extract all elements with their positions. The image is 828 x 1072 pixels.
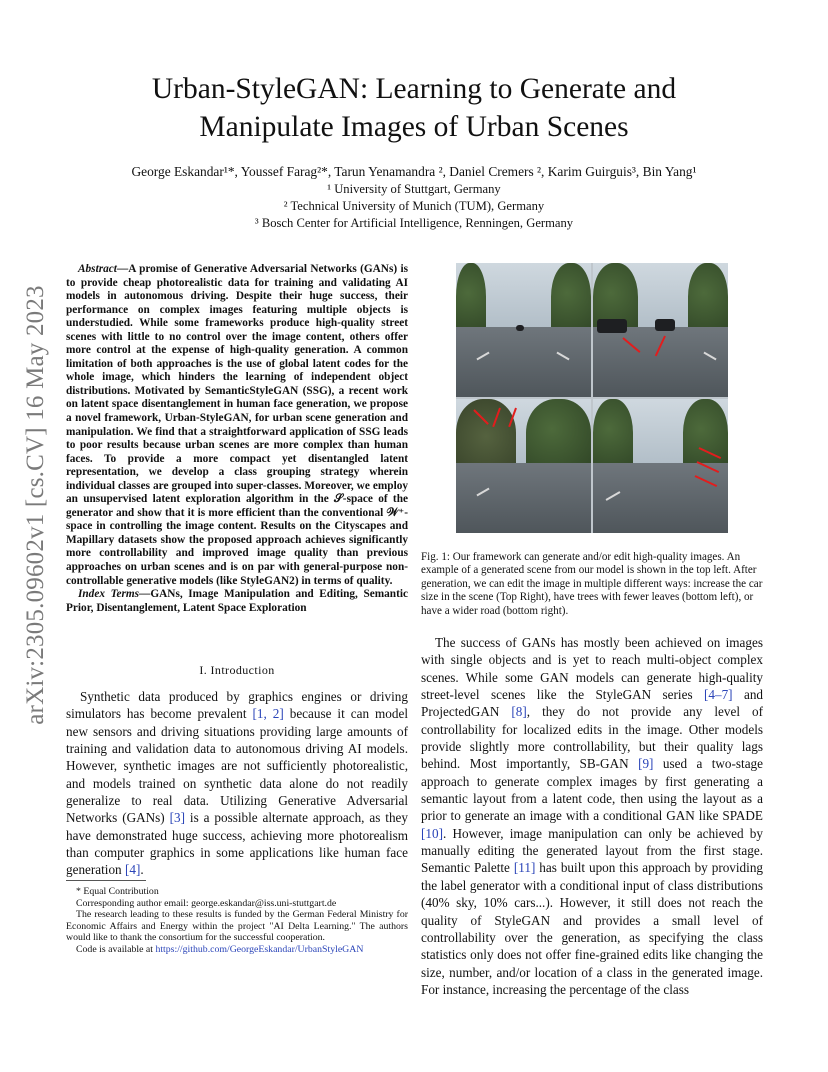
intro-text: Synthetic data produced by graphics engines or driving simulators has become prevalent xyxy=(66,689,408,722)
intro-text: has built upon this approach by providing the label generator with a conditional input of class distributions (40% sky, 10% cars...). However, it still does not reach the quality of StyleGAN and provides a small level of controllability over the generation, as specifying the class statistics only does not offer fine-grained edits like changing the size, number, and/or location of a class in the generated image. For instance, increasing the percentage of the class xyxy=(421,860,764,997)
abstract-text: —A promise of Generative Adversarial Networks (GANs) is to provide cheap photorealistic data for training and validating AI models in autonomous driving. Despite their huge success, their performance on complex images featuring multiple objects is understudied. While some frameworks produce high-quality street scenes with little to no control over the image content, others offer more control at the expense of high-quality generation. A common limitation of both approaches is the use of global latent codes for the whole image, which hinders the learning of independent object distributions. Motivated by SemanticStyleGAN (SSG), a recent work on latent space disentanglement in human face generation, we propose a novel framework, Urban-StyleGAN, for urban scene generation and manipulation. We find that a straightforward application of SSG leads to poor results because urban scenes are more complex than human faces. To provide a more compact yet disentangled latent representation, we develop a class grouping strategy wherein individual classes are grouped into super-classes. Moreover, we employ an unsupervised latent exploration algorithm in the 𝒮-space of the generator and show that it is more efficient than the conventional 𝒲⁺-space in controlling the image content. Results on the Cityscapes and Mapillary datasets show the proposed approach achieves significantly more controllability and improved image quality than previous approaches on urban scenes and is on par with general-purpose non-controllable generative models (like StyleGAN2) in terms of quality. xyxy=(66,263,408,587)
figure-1-image-grid xyxy=(456,263,728,533)
citation-link[interactable]: [3] xyxy=(169,810,185,826)
arxiv-stamp: arXiv:2305.09602v1 [cs.CV] 16 May 2023 xyxy=(22,285,49,725)
intro-text: because it can model new sensors and driving situations providing large amounts of training and validation data to autonomous driving AI models. However, synthetic images are not sufficiently photorealistic, and models trained on synthetic data alone do not readily generalize to real data. Utilizing Generative Adversarial Networks (GANs) xyxy=(66,706,408,826)
citation-link[interactable]: [1, 2] xyxy=(252,706,284,722)
abstract xyxy=(66,263,408,615)
author-list: George Eskandar¹*, Youssef Farag²*, Tarun Yenamandra ², Daniel Cremers ², Karim Guirguis³, Bin Yang¹ xyxy=(131,164,697,179)
intro-text: , they do not provide any level of controllability for localized edits in the image. Other models provide slightly more controllability, but their quality lags behind. Most importantly, SB-GAN xyxy=(421,704,763,772)
citation-link[interactable]: [11] xyxy=(513,860,536,876)
index-terms-label: Index Terms xyxy=(78,588,140,601)
abstract-label: Abstract xyxy=(78,263,117,275)
citation-link[interactable]: [8] xyxy=(511,704,527,720)
intro-right-column xyxy=(421,634,763,998)
citation-link[interactable]: [4–7] xyxy=(703,687,733,703)
section-heading: I. Introduction xyxy=(199,663,275,677)
intro-text: . xyxy=(140,862,144,878)
title-line-1: Urban-StyleGAN: Learning to Generate and xyxy=(151,73,677,105)
panel-generated-scene xyxy=(456,263,591,397)
code-link[interactable]: https://github.com/GeorgeEskandar/UrbanStyleGAN xyxy=(155,943,364,955)
intro-text: used a two-stage approach to generate complex images by first generating a semantic layout from a latent code, then using the layout as a prior to generate an image with a conditional GAN like SPADE xyxy=(421,756,764,824)
intro-text: . However, image manipulation can only be achieved by manually editing the generated layout from the first stage. Semantic Palette xyxy=(421,825,763,876)
footnote-code-prefix: Code is available at xyxy=(76,943,156,955)
intro-text: and ProjectedGAN xyxy=(421,687,764,720)
citation-link[interactable]: [10] xyxy=(421,825,443,841)
index-terms-text: —GANs, Image Manipulation and Editing, Semantic Prior, Disentanglement, Latent Space Exploration xyxy=(66,588,409,614)
intro-text: The success of GANs has mostly been achieved on images with single objects and is yet to reach multi-object complex scenes. While some GAN models can generate high-quality street-level scenes like the StyleGAN series xyxy=(421,635,763,703)
intro-left-column xyxy=(66,688,408,879)
citation-link[interactable]: [9] xyxy=(638,756,654,772)
intro-text: is a possible alternate approach, as they have demonstrated huge success, achieving more photorealism than computer graphics in some applications like human face generation xyxy=(66,810,408,878)
footnote-funding: The research leading to these results is funded by the German Federal Ministry for Economic Affairs and Energy within the project "AI Delta Learning." The authors would like to thank the consortium for the successful cooperation. xyxy=(66,909,408,944)
paper-title xyxy=(60,70,768,146)
citation-link[interactable]: [4] xyxy=(124,862,141,878)
affiliation-1: ¹ University of Stuttgart, Germany xyxy=(327,182,501,196)
affiliation-2: ² Technical University of Munich (TUM), Germany xyxy=(283,199,545,213)
footnotes xyxy=(66,886,408,956)
panel-wider-road xyxy=(593,399,728,533)
title-line-2: Manipulate Images of Urban Scenes xyxy=(199,111,629,143)
panel-fewer-leaves xyxy=(456,399,591,533)
footnote-equal-contribution: * Equal Contribution xyxy=(76,886,159,897)
footnote-rule xyxy=(66,880,146,881)
panel-bigger-cars xyxy=(593,263,728,397)
figure-caption: Fig. 1: Our framework can generate and/or edit high-quality images. An example of a generated scene from our model is shown in the top left. After generation, we can edit the image in multiple different ways: increase the car size in the scene (Top Right), have trees with fewer leaves (bottom left), or have a wider road (bottom right). xyxy=(421,551,763,617)
footnote-email: Corresponding author email: george.eskandar@iss.uni-stuttgart.de xyxy=(76,897,337,909)
affiliation-3: ³ Bosch Center for Artificial Intelligence, Renningen, Germany xyxy=(254,216,574,230)
